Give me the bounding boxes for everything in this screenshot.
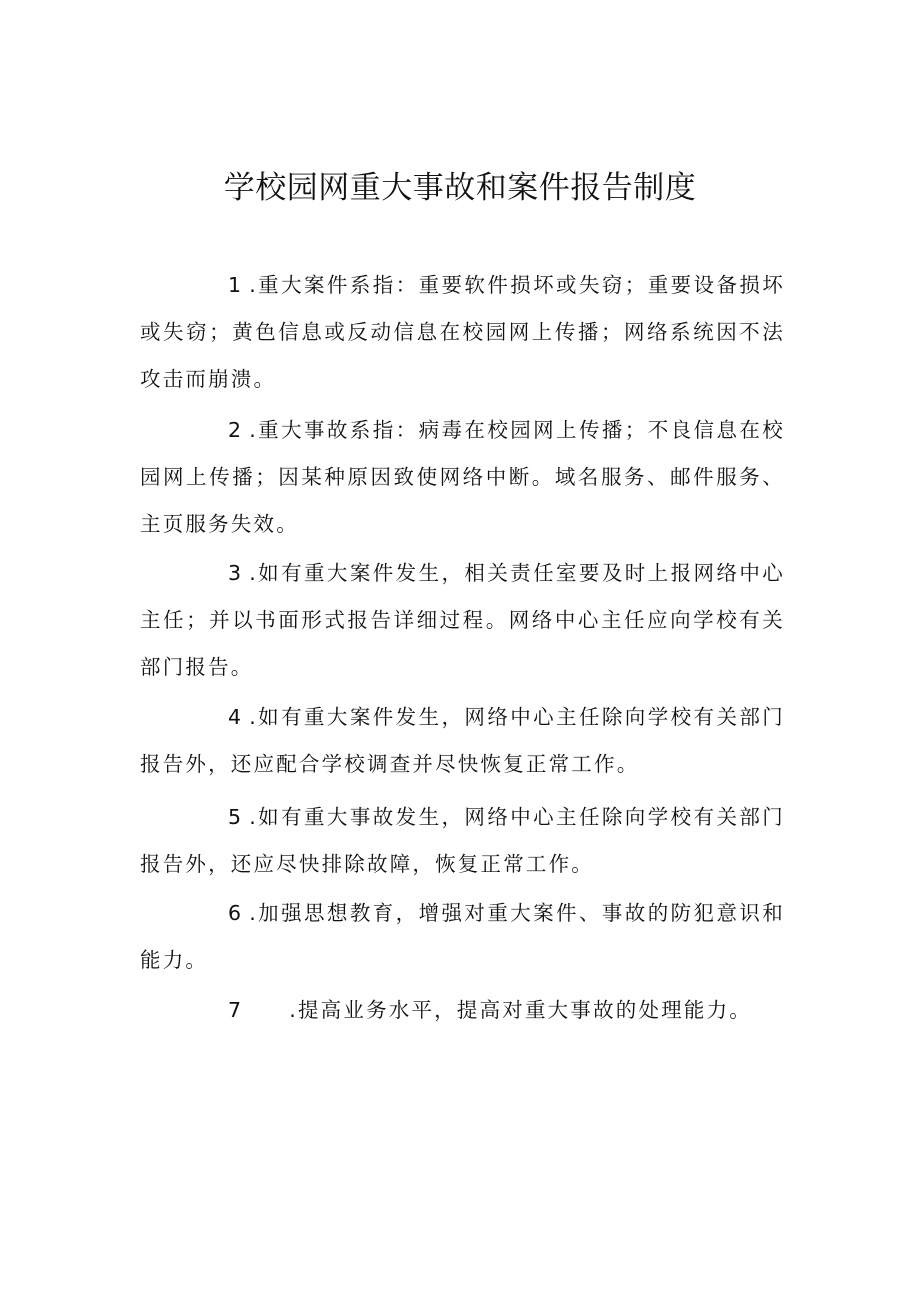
item-1-text: .重大案件系指：重要软件损坏或失窃；重要设备损坏或失窃；黄色信息或反动信息在校园网上传播；网络系统因不法攻击而崩溃。 (140, 273, 785, 391)
item-6-text: .加强思想教育，增强对重大案件、事故的防犯意识和能力。 (140, 901, 785, 972)
item-5-number: 5 (228, 805, 244, 829)
item-5 (140, 794, 785, 888)
item-2-number: 2 (228, 418, 244, 442)
document-title: 学校园网重大事故和案件报告制度 (223, 170, 697, 206)
item-6 (140, 890, 785, 984)
item-1 (140, 262, 785, 403)
item-4-text: .如有重大案件发生，网络中心主任除向学校有关部门报告外，还应配合学校调查并尽快恢复正常工作。 (140, 705, 785, 776)
item-7-text: .提高业务水平，提高对重大事故的处理能力。 (289, 998, 752, 1022)
item-2 (140, 407, 785, 548)
item-4 (140, 694, 785, 788)
item-3-text: .如有重大案件发生，相关责任室要及时上报网络中心主任；并以书面形式报告详细过程。网络中心主任应向学校有关部门报告。 (140, 561, 785, 679)
item-7-number: 7 (228, 998, 244, 1022)
item-6-number: 6 (228, 901, 244, 925)
item-3 (140, 550, 785, 691)
item-1-number: 1 (228, 273, 244, 297)
item-3-number: 3 (228, 561, 244, 585)
item-4-number: 4 (228, 705, 244, 729)
item-7 (140, 987, 785, 1034)
item-5-text: .如有重大事故发生，网络中心主任除向学校有关部门报告外，还应尽快排除故障，恢复正常工作。 (140, 805, 785, 876)
item-2-text: .重大事故系指：病毒在校园网上传播；不良信息在校园网上传播；因某种原因致使网络中断。域名服务、邮件服务、主页服务失效。 (140, 418, 785, 536)
